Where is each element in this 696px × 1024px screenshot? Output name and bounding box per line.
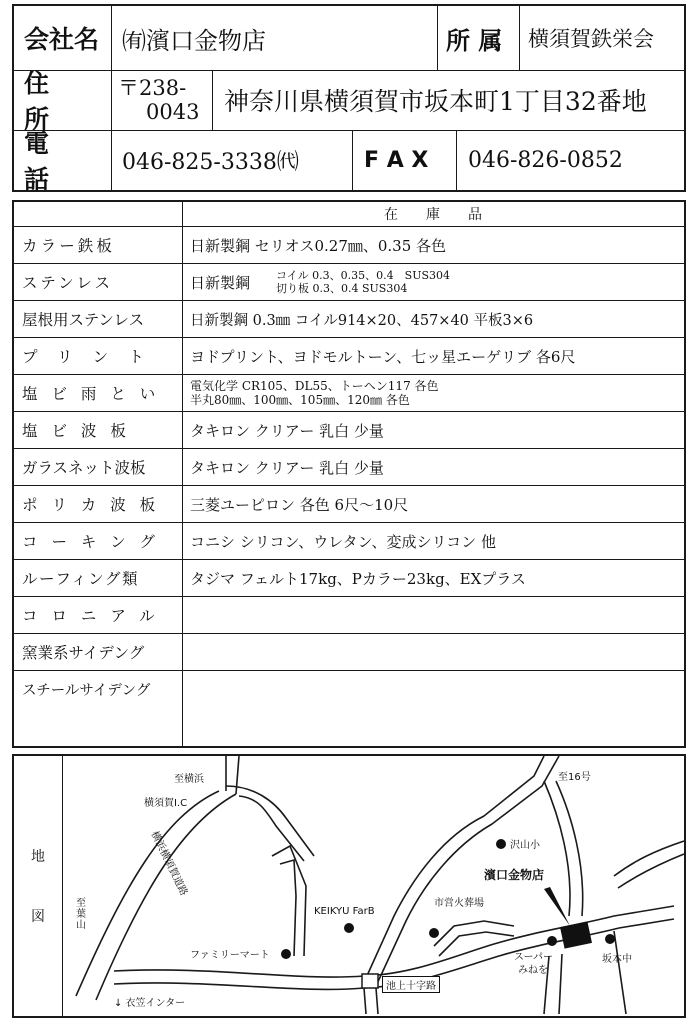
store-building xyxy=(560,921,592,948)
category-print xyxy=(14,338,180,374)
fax-value: 046-826-0852 xyxy=(468,147,623,173)
category-label: ステンレス xyxy=(22,274,114,292)
item-text xyxy=(180,597,684,633)
map-label-sakamoto: 坂本中 xyxy=(602,954,632,965)
postal-number: 0043 xyxy=(146,100,200,124)
crematorium-dot xyxy=(429,928,439,938)
item-line-2: 半丸80㎜、100㎜、105㎜、120㎜ 各色 xyxy=(190,393,410,407)
table-row xyxy=(14,263,684,301)
company-col-divider xyxy=(352,130,353,190)
category-polycarbonate xyxy=(14,486,180,522)
table-row xyxy=(14,596,684,634)
item-text: ヨドプリント、ヨドモルトーン、七ッ星エーゲリブ 各6尺 xyxy=(190,347,576,366)
item-text: 日新製鋼 0.3㎜ コイル914×20、457×40 平板3×6 xyxy=(190,312,534,329)
item-text xyxy=(180,375,684,411)
postal-code xyxy=(118,70,210,130)
category-glass-net xyxy=(14,449,180,485)
inventory-rows xyxy=(14,226,684,746)
category-color-steel xyxy=(14,227,180,263)
to-hayama-text: 至葉山 xyxy=(76,898,86,931)
table-row xyxy=(14,448,684,486)
item-lead: 日新製鋼 xyxy=(190,273,251,292)
map-label-to-16: 至16号 xyxy=(558,772,591,783)
item-text xyxy=(180,671,684,707)
category-label: プリント xyxy=(22,348,164,366)
expressway-road xyxy=(96,794,236,1000)
map-label-to-hayama xyxy=(76,898,88,931)
affiliation-label: 所 属 xyxy=(446,26,503,55)
category-label: 塩ビ雨とい xyxy=(22,385,170,403)
table-row xyxy=(14,411,684,449)
intersection-marker xyxy=(362,974,378,988)
company-col-divider xyxy=(437,6,438,70)
super-mineo-dot xyxy=(547,936,557,946)
map-label-2: 図 xyxy=(31,909,45,925)
table-row xyxy=(14,374,684,412)
item-detail xyxy=(276,269,450,295)
keikyu-dot xyxy=(344,923,354,933)
map-label-1: 地 xyxy=(31,849,45,865)
category-label: ガラスネット波板 xyxy=(22,459,146,477)
table-row xyxy=(14,337,684,375)
address-label: 住 所 xyxy=(24,69,65,134)
phone-label: 電 話 xyxy=(24,129,65,194)
item-text: 三菱ユーピロン 各色 6尺〜10尺 xyxy=(190,495,409,514)
road xyxy=(544,781,570,916)
postal-mark: 〒238- xyxy=(118,76,187,100)
map-label-crematorium: 市営火葬場 xyxy=(434,898,484,909)
item-text: コニシ シリコン、ウレタン、変成シリコン 他 xyxy=(190,532,496,551)
item-line-2: 切り板 0.3、0.4 SUS304 xyxy=(276,282,408,295)
address-value: 神奈川県横須賀市坂本町1丁目32番地 xyxy=(224,87,647,116)
map-label-family-mart: ファミリーマート xyxy=(190,950,270,961)
item-text xyxy=(180,634,684,670)
phone-value: 046-825-3338㈹ xyxy=(122,149,299,175)
map-drawing xyxy=(14,756,684,1016)
item-text: タキロン クリアー 乳白 少量 xyxy=(190,421,384,440)
company-col-divider xyxy=(212,70,213,130)
item-text: タキロン クリアー 乳白 少量 xyxy=(190,458,384,477)
company-col-divider xyxy=(519,6,520,70)
category-roofing xyxy=(14,560,180,596)
item-line-1: コイル 0.3、0.35、0.4 SUS304 xyxy=(276,269,450,282)
sawayama-school-dot xyxy=(496,839,506,849)
map-label-to-yokohama: 至横浜 xyxy=(174,774,204,785)
category-label: スチールサイデング xyxy=(22,682,151,699)
map-label-sawayama: 沢山小 xyxy=(510,840,540,851)
family-mart-dot xyxy=(281,949,291,959)
item-text: 日新製鋼 セリオス0.27㎜、0.35 各色 xyxy=(190,236,447,255)
map-box xyxy=(12,754,686,1018)
company-info-box xyxy=(12,4,686,192)
map-label-ikegami: 池上十字路 xyxy=(382,976,440,993)
company-col-divider xyxy=(111,6,112,190)
sakamoto-school-dot xyxy=(605,934,615,944)
table-row xyxy=(14,633,684,671)
category-steel-siding xyxy=(14,671,180,707)
category-label: コーキング xyxy=(22,533,169,551)
map-label-super-1: スーパー xyxy=(514,952,553,963)
table-row xyxy=(14,522,684,560)
category-colonial xyxy=(14,597,180,633)
category-caulking xyxy=(14,523,180,559)
item-line-1: 電気化学 CR105、DL55、トーヘン117 各色 xyxy=(190,379,439,393)
road xyxy=(439,932,514,956)
category-ceramic-siding xyxy=(14,634,180,670)
road xyxy=(614,931,626,1014)
category-stainless xyxy=(14,264,180,300)
road xyxy=(559,954,562,1014)
table-row xyxy=(14,226,684,264)
map-label-super-2: みねを xyxy=(518,965,548,976)
company-col-divider xyxy=(456,130,457,190)
interchange-road xyxy=(236,756,239,794)
category-label: 塩ビ波板 xyxy=(22,422,140,440)
expressway-name: 横浜横須賀道路 xyxy=(148,829,190,898)
map-label-keikyu: KEIKYU FarB xyxy=(314,906,375,917)
table-row xyxy=(14,300,684,338)
category-label: ルーフィング類 xyxy=(22,570,140,588)
road xyxy=(280,860,296,956)
category-pvc-corrugated xyxy=(14,412,180,448)
item-text: タジマ フェルト17kg、Pカラー23kg、EXプラス xyxy=(190,569,526,588)
inventory-table xyxy=(12,200,686,748)
company-name-label: 会社名 xyxy=(24,25,100,54)
category-label: ポリカ波板 xyxy=(22,496,170,514)
company-name-value: ㈲濱口金物店 xyxy=(122,26,266,55)
category-label: コロニアル xyxy=(22,607,169,625)
road xyxy=(272,846,306,956)
road xyxy=(364,988,366,1014)
map-label-kinugasa: ↓ 衣笠インター xyxy=(114,998,186,1009)
affiliation-value: 横須賀鉄栄会 xyxy=(528,27,654,51)
fax-label: F A X xyxy=(364,147,429,173)
item-text xyxy=(180,264,684,300)
table-row xyxy=(14,559,684,597)
road xyxy=(618,854,684,888)
category-roof-stainless xyxy=(14,301,180,337)
inventory-header: 在 庫 品 xyxy=(384,207,482,223)
map-label-store: 濱口金物店 xyxy=(484,868,545,882)
road xyxy=(376,988,378,1014)
category-label: 屋根用ステンレス xyxy=(22,311,145,329)
map-label-yokosuka-ic: 横須賀I.C xyxy=(144,798,188,809)
category-label: カラー鉄板 xyxy=(22,237,116,255)
table-row xyxy=(14,670,684,708)
category-pvc-gutter xyxy=(14,375,180,411)
store-pointer-icon xyxy=(544,887,570,926)
table-row xyxy=(14,485,684,523)
category-label: 窯業系サイデング xyxy=(22,644,145,662)
